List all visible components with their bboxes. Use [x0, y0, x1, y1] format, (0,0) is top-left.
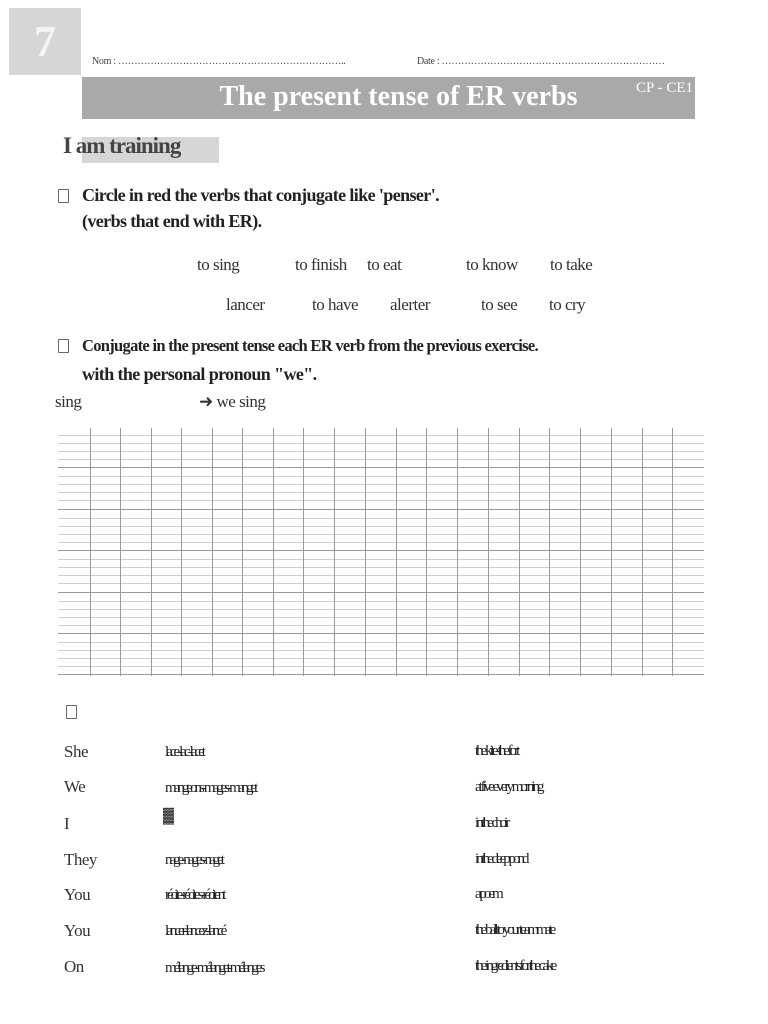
verb-choice-group[interactable]: récite-récites-récitent — [165, 887, 224, 903]
verb-option[interactable]: to cry — [549, 295, 586, 314]
complement-text: a poem — [475, 886, 501, 902]
exercise2-instruction-line1: Conjugate in the present tense each ER verb from the previous exercise. — [82, 336, 538, 355]
exercise1-instruction-line1: Circle in red the verbs that conjugate like 'penser'. — [82, 185, 439, 205]
complement-text: the kite-the fort — [475, 743, 518, 759]
pronoun-label: You — [64, 885, 91, 904]
verb-option[interactable]: lancer — [226, 295, 265, 314]
complement-text: in the deep pond — [475, 851, 527, 867]
verb-choice-group[interactable]: lace-lac-lacet — [165, 744, 203, 760]
example-verb: sing — [55, 392, 82, 411]
pronoun-label: She — [64, 742, 88, 761]
page-title: The present tense of ER verbs — [219, 81, 578, 112]
pronoun-label: You — [64, 921, 91, 940]
verb-option[interactable]: to see — [481, 295, 518, 314]
pronoun-label: They — [64, 850, 97, 869]
verb-choice-group[interactable]: nage-nages-naget — [165, 852, 222, 868]
exercise1-instruction-line2: (verbs that end with ER). — [82, 211, 262, 231]
pronoun-label: On — [64, 957, 84, 976]
verb-option[interactable]: to have — [312, 295, 359, 314]
level-badge: CP - CE1 — [636, 80, 693, 96]
name-field[interactable]: Nom : …………………………………………………………….. — [92, 56, 346, 67]
pronoun-label: We — [64, 777, 86, 796]
verb-option[interactable]: to finish — [295, 255, 347, 274]
page-number-box — [9, 8, 81, 75]
verb-option[interactable]: to sing — [197, 255, 240, 274]
page-number: 7 — [34, 17, 56, 66]
verb-choice-group[interactable]: mangeons-mages-manget — [165, 780, 256, 796]
verb-option[interactable]: to know — [466, 255, 518, 274]
exercise2-instruction-line2: with the personal pronoun "we". — [82, 364, 317, 384]
verb-option[interactable]: to eat — [367, 255, 402, 274]
verb-option[interactable]: alerter — [390, 295, 430, 314]
verb-option[interactable]: to take — [550, 255, 593, 274]
pronoun-label: I — [64, 814, 70, 833]
example-result: ➜ we sing — [199, 392, 266, 411]
date-field[interactable]: Date : …………………………………………………………… — [417, 56, 665, 67]
writing-grid[interactable] — [58, 428, 704, 678]
bullet-icon — [58, 189, 69, 203]
complement-text: in the choir — [475, 815, 508, 831]
complement-text: the ball to your teammate — [475, 922, 554, 938]
bullet-icon — [66, 705, 77, 719]
verb-choice-group[interactable]: ▓ — [163, 808, 171, 824]
verb-choice-group[interactable]: mélange-mélanget-mélanges — [165, 960, 263, 976]
complement-text: at five every morning — [475, 779, 542, 795]
complement-text: the ingredients for the cake — [475, 958, 555, 974]
section-title: I am training — [63, 133, 181, 158]
verb-choice-group[interactable]: lancer-lancez-lancé — [165, 923, 225, 939]
bullet-icon — [58, 339, 69, 353]
